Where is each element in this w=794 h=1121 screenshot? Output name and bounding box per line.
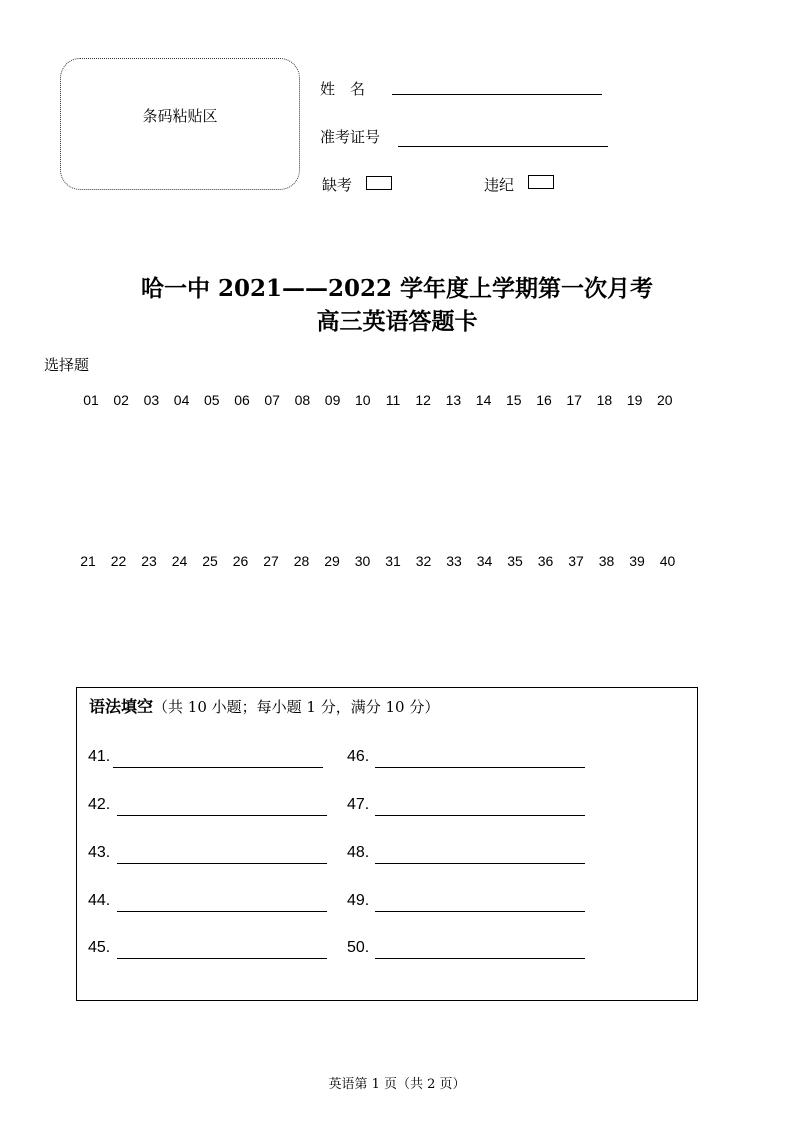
blank-number: 42. xyxy=(88,796,111,813)
blank-number: 45. xyxy=(88,939,111,956)
answer-blank-line[interactable] xyxy=(117,815,327,816)
question-number: 24 xyxy=(171,553,188,569)
question-number: 39 xyxy=(629,553,645,569)
answer-blank-line[interactable] xyxy=(375,815,585,816)
question-number: 16 xyxy=(536,392,552,408)
question-number: 36 xyxy=(537,553,554,569)
answer-blank-line[interactable] xyxy=(117,863,327,864)
question-number: 33 xyxy=(446,553,462,569)
blank-number: 43. xyxy=(88,844,111,861)
question-number: 02 xyxy=(113,392,129,408)
question-number: 23 xyxy=(141,553,157,569)
question-number: 14 xyxy=(475,392,492,408)
question-number: 32 xyxy=(415,553,432,569)
barcode-zone-label: 条码粘贴区 xyxy=(142,107,218,125)
question-number: 27 xyxy=(263,553,279,569)
grammar-title-main: 语法填空 xyxy=(89,697,154,716)
answer-blank-line[interactable] xyxy=(375,767,585,768)
blank-number: 41. xyxy=(88,748,111,765)
question-number: 31 xyxy=(385,553,401,569)
question-number: 13 xyxy=(445,392,462,408)
answer-blank-line[interactable] xyxy=(375,911,585,912)
question-number: 06 xyxy=(234,392,250,408)
question-number: 04 xyxy=(173,392,190,408)
question-number: 37 xyxy=(568,553,584,569)
violation-label: 违纪 xyxy=(484,176,515,194)
question-number: 34 xyxy=(476,553,493,569)
question-number: 17 xyxy=(566,392,582,408)
question-number: 25 xyxy=(202,553,218,569)
question-number: 21 xyxy=(80,553,96,569)
answer-blank-line[interactable] xyxy=(117,958,327,959)
question-number: 10 xyxy=(355,392,371,408)
name-label: 姓 名 xyxy=(320,80,366,98)
question-number: 40 xyxy=(659,553,676,569)
question-number: 11 xyxy=(385,392,401,408)
blank-number: 50. xyxy=(347,939,370,956)
question-number: 29 xyxy=(324,553,340,569)
sheet-title: 高三英语答题卡 xyxy=(316,308,478,335)
blank-number: 44. xyxy=(88,892,111,909)
question-number: 08 xyxy=(294,392,311,408)
answer-blank-line[interactable] xyxy=(375,863,585,864)
question-number: 35 xyxy=(507,553,523,569)
barcode-zone xyxy=(60,58,300,190)
question-number: 22 xyxy=(110,553,127,569)
question-number: 28 xyxy=(293,553,310,569)
multiple-choice-label: 选择题 xyxy=(44,356,90,374)
question-number: 26 xyxy=(232,553,249,569)
question-number: 12 xyxy=(415,392,431,408)
blank-number: 46. xyxy=(347,748,370,765)
exam-id-label: 准考证号 xyxy=(320,128,381,146)
grammar-title-note: （共 10 小题；每小题 1 分，满分 10 分） xyxy=(153,698,440,716)
question-number: 07 xyxy=(264,392,280,408)
question-number: 09 xyxy=(324,392,341,408)
question-number: 05 xyxy=(204,392,220,408)
question-number: 20 xyxy=(657,392,673,408)
name-line[interactable] xyxy=(392,94,602,95)
absent-label: 缺考 xyxy=(322,176,353,194)
page-footer: 英语第 1 页（共 2 页） xyxy=(328,1077,466,1092)
grammar-section xyxy=(76,687,698,1001)
question-number: 30 xyxy=(354,553,371,569)
absent-checkbox[interactable] xyxy=(366,176,392,190)
question-number: 15 xyxy=(506,392,522,408)
answer-blank-line[interactable] xyxy=(113,767,323,768)
answer-blank-line[interactable] xyxy=(117,911,327,912)
question-number: 38 xyxy=(598,553,615,569)
violation-checkbox[interactable] xyxy=(528,175,554,189)
answer-blank-line[interactable] xyxy=(375,958,585,959)
exam-title: 哈一中 2021——2022 学年度上学期第一次月考 xyxy=(140,275,654,302)
grammar-title xyxy=(89,694,439,717)
question-number: 01 xyxy=(83,392,99,408)
question-number: 03 xyxy=(143,392,160,408)
question-number: 18 xyxy=(596,392,613,408)
blank-number: 49. xyxy=(347,892,370,909)
blank-number: 48. xyxy=(347,844,370,861)
exam-id-line[interactable] xyxy=(398,146,608,147)
blank-number: 47. xyxy=(347,796,370,813)
question-number: 19 xyxy=(626,392,643,408)
